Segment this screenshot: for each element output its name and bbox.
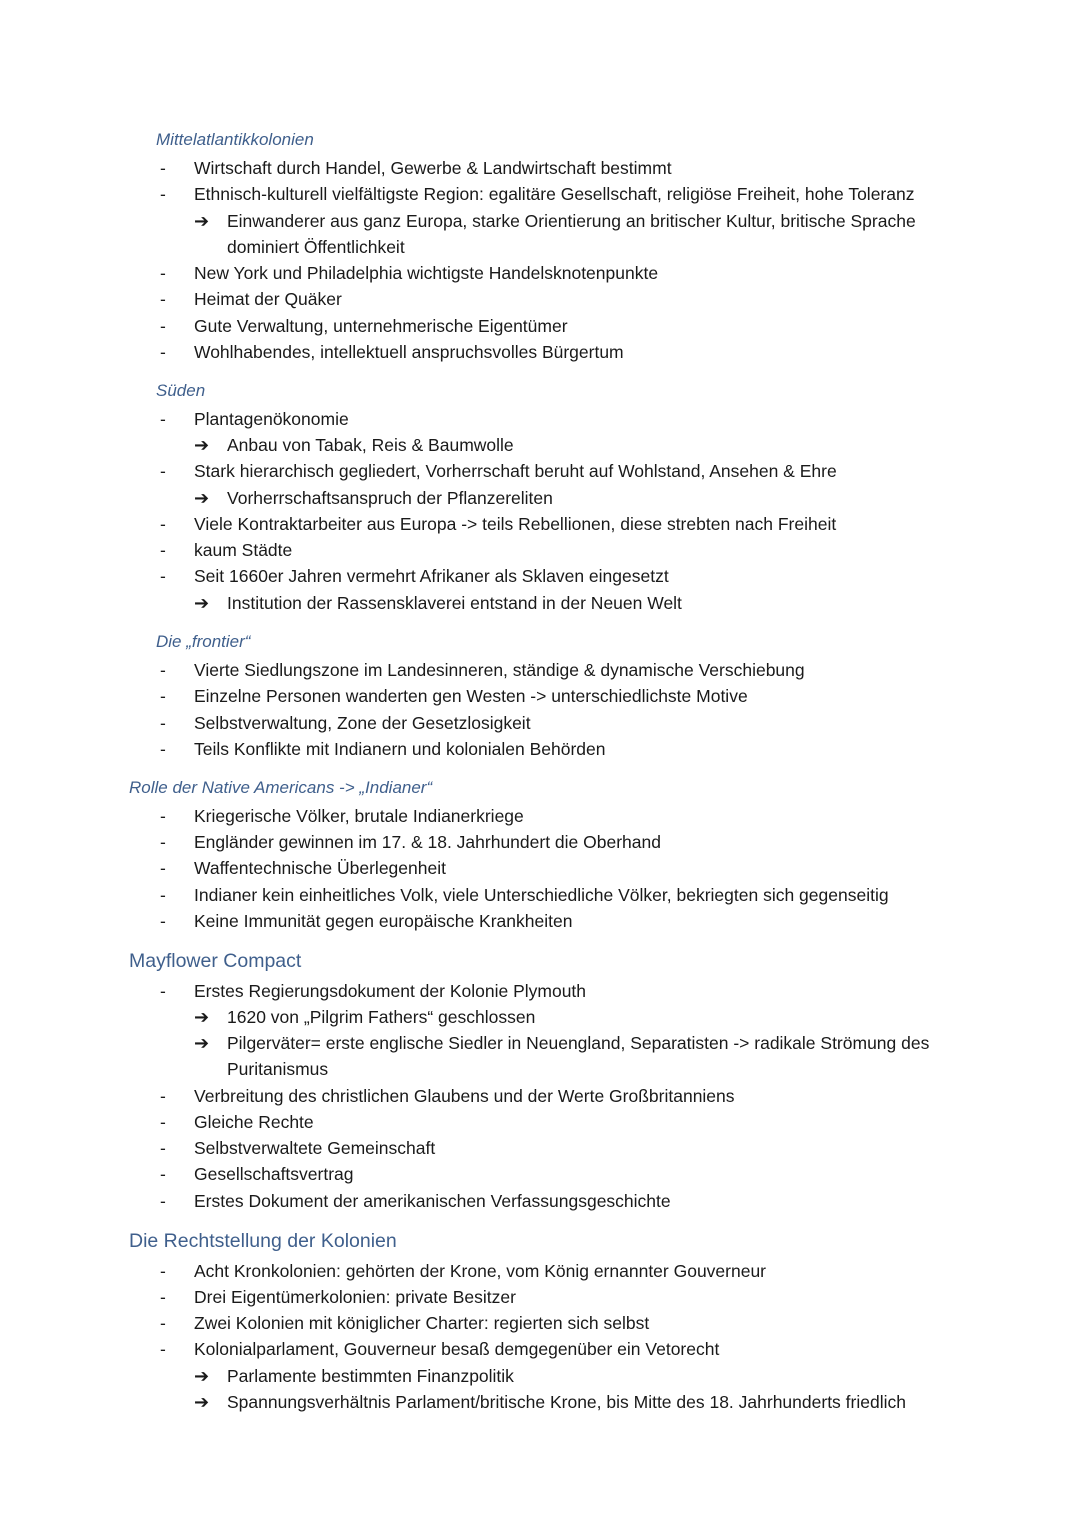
list-item-text: Selbstverwaltete Gemeinschaft [194,1138,436,1158]
sub-list-item [0,485,1080,511]
sub-list-item-text: 1620 von „Pilgrim Fathers“ geschlossen [227,1007,536,1027]
sub-list-item [0,432,1080,458]
dash-bullet: - [160,1164,166,1184]
list-item [0,286,1080,312]
arrow-bullet-icon: ➔ [194,1033,210,1053]
list-item [0,657,1080,683]
list-item-text: Einzelne Personen wanderten gen Westen -> unterschiedlichste Motive [194,686,748,706]
list-item [0,1083,1080,1109]
dash-bullet: - [160,739,166,759]
list-item-text: Gleiche Rechte [194,1112,314,1132]
dash-bullet: - [160,911,166,931]
dash-bullet: - [160,1138,166,1158]
list-item-text: Keine Immunität gegen europäische Krankheiten [194,911,573,931]
list-item-text: Ethnisch-kulturell vielfältigste Region: egalitäre Gesellschaft, religiöse Freiheit, hohe Toleranz [194,184,915,204]
dash-bullet: - [160,316,166,336]
dash-bullet: - [160,1339,166,1359]
list-item [0,1188,1080,1214]
sub-list-item-text: Anbau von Tabak, Reis & Baumwolle [227,435,514,455]
arrow-bullet-icon: ➔ [194,211,210,231]
list-item [0,683,1080,709]
list-item-text: Kolonialparlament, Gouverneur besaß demgegenüber ein Vetorecht [194,1339,720,1359]
sub-list-item-text: Parlamente bestimmten Finanzpolitik [227,1366,514,1386]
sub-list-item [0,1363,1080,1389]
heading-mittelatlantikkolonien: Mittelatlantikkolonien [156,130,314,149]
heading-native-americans: Rolle der Native Americans -> „Indianer“ [129,778,433,797]
sub-list-item [0,208,1080,234]
list-item-text: Wirtschaft durch Handel, Gewerbe & Landwirtschaft bestimmt [194,158,672,178]
list-item-text: Heimat der Quäker [194,289,342,309]
list-item [0,1310,1080,1336]
list-item-text: Teils Konflikte mit Indianern und kolonialen Behörden [194,739,606,759]
dash-bullet: - [160,713,166,733]
list-item [0,537,1080,563]
arrow-bullet-icon: ➔ [194,1366,210,1386]
sub-list-item [0,590,1080,616]
arrow-bullet-icon: ➔ [194,1392,210,1412]
dash-bullet: - [160,263,166,283]
list-item [0,313,1080,339]
sub-list-item-text: Einwanderer aus ganz Europa, starke Orientierung an britischer Kultur, britische Sprache [227,211,916,231]
list-item-text: Vierte Siedlungszone im Landesinneren, ständige & dynamische Verschiebung [194,660,805,680]
list-item [0,1336,1080,1362]
list-item-text: Erstes Regierungsdokument der Kolonie Plymouth [194,981,587,1001]
list-item [0,155,1080,181]
dash-bullet: - [160,1313,166,1333]
list-item-text: Wohlhabendes, intellektuell anspruchsvolles Bürgertum [194,342,624,362]
list-item-text: Seit 1660er Jahren vermehrt Afrikaner als Sklaven eingesetzt [194,566,669,586]
dash-bullet: - [160,566,166,586]
list-item [0,803,1080,829]
list-item-text: Erstes Dokument der amerikanischen Verfassungsgeschichte [194,1191,671,1211]
dash-bullet: - [160,158,166,178]
dash-bullet: - [160,660,166,680]
dash-bullet: - [160,1287,166,1307]
dash-bullet: - [160,184,166,204]
sub-list-item-text: dominiert Öffentlichkeit [227,237,405,257]
list-item-text: Selbstverwaltung, Zone der Gesetzlosigkeit [194,713,531,733]
sub-list-item-continuation [0,234,1080,260]
list-item [0,882,1080,908]
list-item [0,511,1080,537]
list-item [0,1109,1080,1135]
dash-bullet: - [160,832,166,852]
dash-bullet: - [160,461,166,481]
list-item [0,978,1080,1004]
list-item-text: New York und Philadelphia wichtigste Handelsknotenpunkte [194,263,659,283]
sub-list-item [0,1030,1080,1056]
list-item-text: Indianer kein einheitliches Volk, viele Unterschiedliche Völker, bekriegten sich gegenseitig [194,885,889,905]
sub-list-item-text: Spannungsverhältnis Parlament/britische Krone, bis Mitte des 18. Jahrhunderts friedlich [227,1392,906,1412]
list-item-text: Gesellschaftsvertrag [194,1164,354,1184]
heading-mayflower-compact: Mayflower Compact [129,950,302,972]
heading-sueden: Süden [156,381,206,400]
dash-bullet: - [160,686,166,706]
list-item [0,710,1080,736]
dash-bullet: - [160,1191,166,1211]
list-item [0,1135,1080,1161]
sub-list-item-continuation [0,1056,1080,1082]
dash-bullet: - [160,1261,166,1281]
dash-bullet: - [160,409,166,429]
heading-frontier: Die „frontier“ [156,632,251,651]
list-item-text: Viele Kontraktarbeiter aus Europa -> teils Rebellionen, diese strebten nach Freiheit [194,514,837,534]
dash-bullet: - [160,540,166,560]
dash-bullet: - [160,289,166,309]
list-item-text: Zwei Kolonien mit königlicher Charter: regierten sich selbst [194,1313,650,1333]
list-item-text: Drei Eigentümerkolonien: private Besitzer [194,1287,516,1307]
sub-list-item-text: Institution der Rassensklaverei entstand in der Neuen Welt [227,593,682,613]
list-item [0,736,1080,762]
dash-bullet: - [160,342,166,362]
list-item [0,1161,1080,1187]
dash-bullet: - [160,1086,166,1106]
list-item-text: Kriegerische Völker, brutale Indianerkriege [194,806,524,826]
dash-bullet: - [160,885,166,905]
list-item [0,406,1080,432]
heading-rechtstellung: Die Rechtstellung der Kolonien [129,1230,397,1252]
sub-list-item [0,1004,1080,1030]
list-item-text: Stark hierarchisch gegliedert, Vorherrschaft beruht auf Wohlstand, Ansehen & Ehre [194,461,837,481]
arrow-bullet-icon: ➔ [194,435,210,455]
arrow-bullet-icon: ➔ [194,593,210,613]
list-item [0,563,1080,589]
arrow-bullet-icon: ➔ [194,1007,210,1027]
sub-list-item [0,1389,1080,1415]
list-item [0,458,1080,484]
arrow-bullet-icon: ➔ [194,488,210,508]
list-item [0,1258,1080,1284]
list-item-text: Plantagenökonomie [194,409,349,429]
sub-list-item-text: Puritanismus [227,1059,329,1079]
dash-bullet: - [160,858,166,878]
list-item [0,260,1080,286]
list-item [0,181,1080,207]
list-item-text: Waffentechnische Überlegenheit [194,858,446,878]
list-item-text: Gute Verwaltung, unternehmerische Eigentümer [194,316,568,336]
list-item-text: Verbreitung des christlichen Glaubens und der Werte Großbritanniens [194,1086,735,1106]
list-item-text: kaum Städte [194,540,293,560]
dash-bullet: - [160,981,166,1001]
sub-list-item-text: Vorherrschaftsanspruch der Pflanzereliten [227,488,553,508]
sub-list-item-text: Pilgerväter= erste englische Siedler in Neuengland, Separatisten -> radikale Strömung des [227,1033,930,1053]
list-item-text: Acht Kronkolonien: gehörten der Krone, vom König ernannter Gouverneur [194,1261,767,1281]
list-item-text: Engländer gewinnen im 17. & 18. Jahrhundert die Oberhand [194,832,661,852]
dash-bullet: - [160,806,166,826]
list-item [0,339,1080,365]
dash-bullet: - [160,1112,166,1132]
list-item [0,855,1080,881]
dash-bullet: - [160,514,166,534]
list-item [0,1284,1080,1310]
list-item [0,829,1080,855]
list-item [0,908,1080,934]
